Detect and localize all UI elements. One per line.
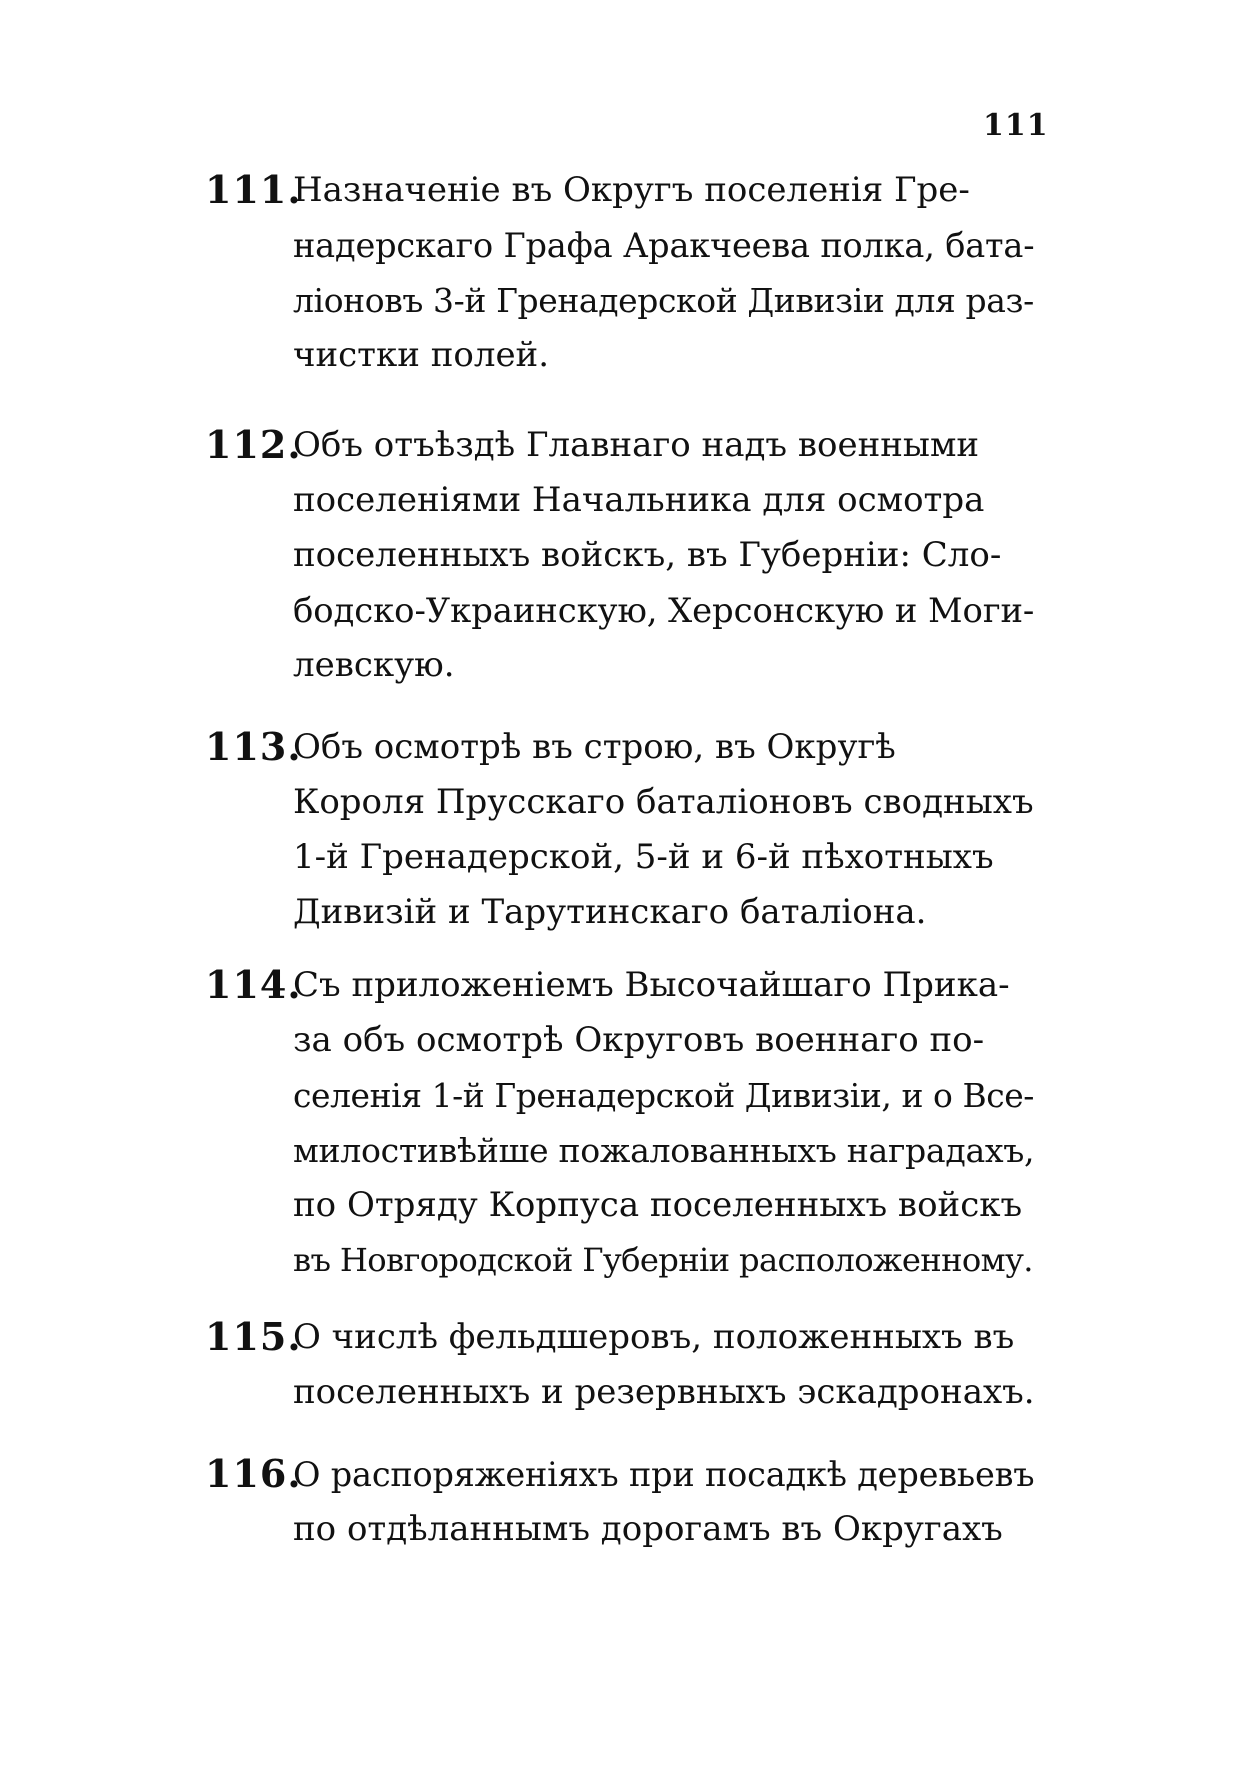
text-line: Объ осмотрѣ въ строю, въ Округѣ (293, 727, 896, 767)
text-line: левскую. (293, 645, 455, 685)
text-line: въ Новгородской Губерніи расположенному. (293, 1241, 1033, 1279)
page-number: 111 (983, 108, 1049, 143)
text-line: О числѣ фельдшеровъ, положенныхъ въ (293, 1317, 1015, 1357)
text-line: чистки полей. (293, 335, 550, 375)
entry-number: 113. (205, 724, 302, 769)
text-line: О распоряженіяхъ при посадкѣ деревьевъ (293, 1455, 1035, 1494)
entry-number: 111. (205, 167, 302, 212)
text-line: Короля Прусскаго баталіоновъ сводныхъ (293, 782, 1034, 822)
text-line: селенія 1-й Гренадерской Дивизіи, и о Все- (293, 1076, 1034, 1115)
entry-text (293, 163, 1035, 383)
text-line: Назначеніе въ Округъ поселенія Гре- (293, 170, 970, 210)
text-line: милостивѣйше пожалованныхъ наградахъ, (293, 1131, 1035, 1170)
entry-number: 116. (205, 1451, 302, 1496)
text-line: Дивизій и Тарутинскаго баталіона. (293, 892, 927, 932)
text-line: Объ отъѣздѣ Главнаго надъ военными (293, 425, 980, 465)
entry-number: 114. (205, 962, 302, 1007)
entry-number: 115. (205, 1314, 302, 1359)
text-line: по отдѣланнымъ дорогамъ въ Округахъ (293, 1509, 1003, 1549)
entry-text (293, 418, 1035, 693)
text-line: надерскаго Графа Аракчеева полка, бата- (293, 226, 1035, 265)
entry-number: 112. (205, 422, 302, 467)
text-line: ліоновъ 3-й Гренадерской Дивизіи для раз- (293, 281, 1034, 320)
entry-text (293, 958, 1035, 1288)
text-line: бодско-Украинскую, Херсонскую и Моги- (293, 591, 1035, 630)
text-line: поселенныхъ и резервныхъ эскадронахъ. (293, 1372, 1035, 1412)
entry-text (293, 720, 1035, 940)
text-line: поселеніями Начальника для осмотра (293, 480, 985, 520)
text-line: за объ осмотрѣ Округовъ военнаго по- (293, 1020, 985, 1060)
entry-text (293, 1447, 1035, 1557)
text-line: Съ приложеніемъ Высочайшаго Прика- (293, 965, 1010, 1005)
text-line: по Отряду Корпуса поселенныхъ войскъ (293, 1185, 1023, 1225)
entry-text (293, 1310, 1035, 1420)
text-line: 1-й Гренадерской, 5-й и 6-й пѣхотныхъ (293, 837, 994, 877)
text-line: поселенныхъ войскъ, въ Губерніи: Сло- (293, 535, 1002, 575)
